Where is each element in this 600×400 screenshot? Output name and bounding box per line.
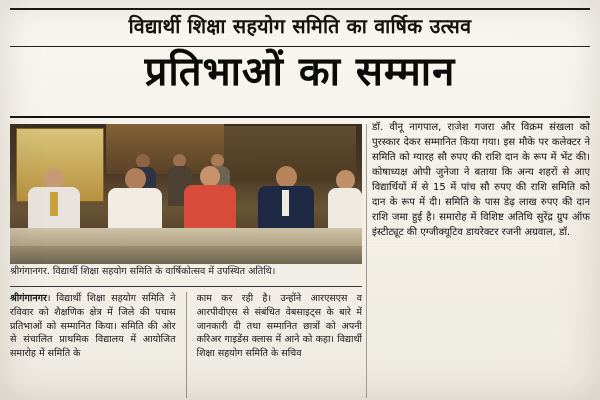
caption-rule bbox=[10, 286, 362, 287]
headline-underline-rule bbox=[10, 116, 590, 118]
photo-canvas bbox=[10, 124, 362, 264]
event-photo bbox=[10, 124, 362, 264]
body-column-2 bbox=[197, 292, 363, 398]
photo-seated-person-1 bbox=[26, 168, 82, 234]
kicker-text: विद्यार्थी शिक्षा सहयोग समिति का वार्षिक उत्सव bbox=[128, 14, 472, 38]
photo-seated-person-5 bbox=[328, 170, 362, 234]
body-column-2-text: काम कर रही है। उन्होंने आरएसएस व आरपीवीएस से संबंधित वेबसाइट्स के बारे में जानकारी दी तथा सम्मानित छात्रों को अपनी करिअर गाइडेंस क्लास में आने को कहा। विद्यार्थी शिक्षा सहयोग समिति के सचिव bbox=[196, 293, 362, 360]
photo-seated-person-2 bbox=[106, 168, 164, 234]
body-columns bbox=[10, 292, 362, 398]
right-column-divider bbox=[366, 124, 367, 398]
column-divider bbox=[186, 292, 187, 398]
body-column-1 bbox=[10, 292, 176, 398]
dateline: श्रीगंगानगर bbox=[10, 293, 47, 304]
top-rule bbox=[10, 8, 590, 10]
kicker-underline-rule bbox=[10, 46, 590, 47]
body-column-1-text: । विद्यार्थी शिक्षा सहयोग समिति ने रविवार को शैक्षणिक क्षेत्र में जिले की पचास प्रतिभाओं को सम्मानित किया। समिति की ओर से संचालित प्राथमिक विद्यालय में आयोजित समारोह में समिति के bbox=[10, 293, 176, 360]
photo-caption: श्रीगंगानगर. विद्यार्थी शिक्षा सहयोग समिति के वार्षिकोत्सव में उपस्थित अतिथि। bbox=[10, 266, 276, 277]
photo-seated-person-3 bbox=[182, 166, 238, 234]
photo-seated-person-4 bbox=[256, 166, 316, 234]
page-title: प्रतिभाओं का सम्मान bbox=[144, 49, 456, 95]
photo-table-front bbox=[10, 246, 362, 264]
right-column-text: डॉ. वीनू नागपाल, राजेश गजरा और विक्रम संखला को पुरस्कार देकर सम्मानित किया गया। इस मौके पर कलेक्टर ने समिति को ग्यारह सौ रुपए की राशि दान के रूप में भेंट की। कोषाध्यक्ष ओपी जुनेजा ने बताया कि अन्य शहरों से आए विद्यार्थियों में से 15 में पांच सौ रुपए की राशि समिति को दान के रूप में दी। समिति के पास डेढ़ लाख रुपए की दान राशि जमा हुई है। समारोह में विशिष्ट अतिथि सुरेंद्र ग्रुप ऑफ इंस्टीट्यूट की एग्जीक्यूटिव डायरेक्टर रजनी अग्रवाल, डॉ. bbox=[372, 122, 590, 238]
